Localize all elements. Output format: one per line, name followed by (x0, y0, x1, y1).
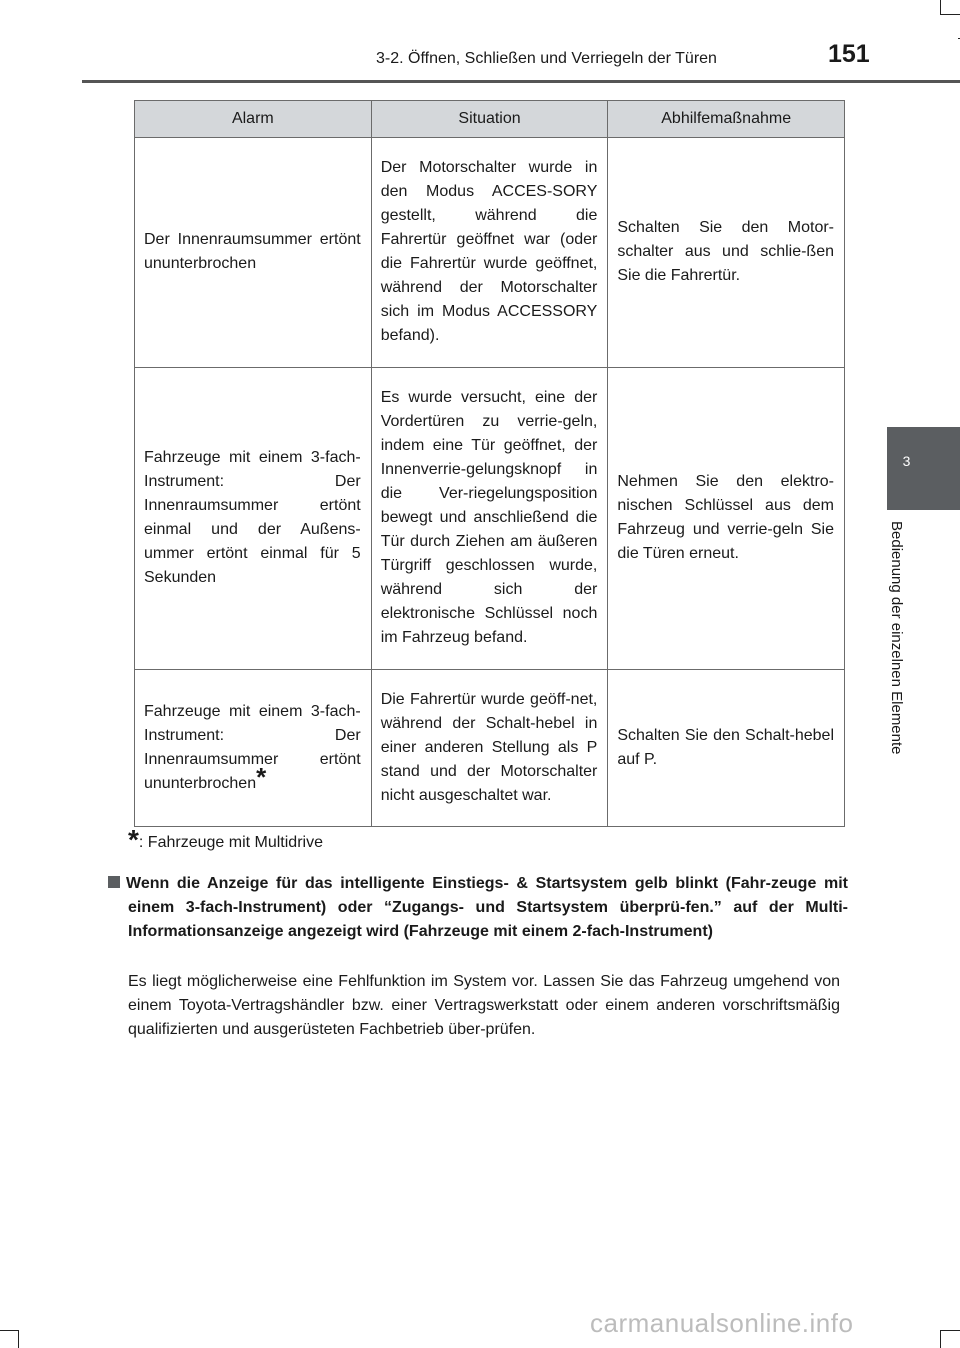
chapter-label-wrap (883, 510, 927, 800)
remedy-cell: Schalten Sie den Schalt-hebel auf P. (608, 670, 845, 827)
footnote (128, 824, 323, 855)
crop-mark (18, 1330, 19, 1348)
alarm-table (134, 100, 845, 827)
remedy-cell: Nehmen Sie den elektro-nischen Schlüssel aus dem Fahrzeug und verrie-geln Sie die Türen erneut. (608, 368, 845, 670)
page-number: 151 (828, 40, 870, 68)
chapter-number: 3 (902, 453, 911, 469)
crop-mark (940, 1330, 960, 1331)
section-title: 3-2. Öffnen, Schließen und Verriegeln der Türen (376, 50, 717, 67)
alarm-cell-text: Fahrzeuge mit einem 3-fach-Instrument: Der Innenraumsummer ertönt ununterbrochen (144, 702, 361, 792)
remedy-cell: Schalten Sie den Motor-schalter aus und schlie-ßen Sie die Fahrertür. (608, 138, 845, 368)
footnote-marker: * (128, 824, 139, 855)
footnote-text: : Fahrzeuge mit Multidrive (138, 834, 323, 851)
table-header-row (135, 101, 845, 138)
crop-mark (940, 14, 960, 15)
column-header-situation: Situation (371, 101, 608, 138)
column-header-alarm: Alarm (135, 101, 372, 138)
alarm-cell: Fahrzeuge mit einem 3-fach-Instrument: Der Innenraumsummer ertönt einmal und der Außens-ummer ertönt einmal für 5 Sekunden (135, 368, 372, 670)
chapter-tab (887, 427, 960, 510)
situation-cell: Es wurde versucht, eine der Vordertüren zu verrie-geln, indem eine Tür geöffnet, der Innenverrie-gelungsknopf in die Ver-riegelungsposition bewegt und anschließend die Tür durch Ziehen am äußeren Türgriff geschlossen wurde, während sich der elektronische Schlüssel noch im Fahrzeug befand. (371, 368, 608, 670)
header-divider (82, 80, 960, 83)
section-heading-text: Wenn die Anzeige für das intelligente Einstiegs- & Startsystem gelb blinkt (Fahr-zeuge mit einem 3-fach-Instrument) oder “Zugangs- und Startsystem überprü-fen.” auf der Multi-Informationsanzeige angezeigt wird (Fahrzeuge mit einem 2-fach-Instrument) (126, 875, 848, 940)
column-header-remedy: Abhilfemaßnahme (608, 101, 845, 138)
crop-mark (0, 1330, 18, 1331)
footnote-marker: * (256, 761, 267, 792)
watermark: carmanualsonline.info (590, 1308, 854, 1338)
table-row (135, 368, 845, 670)
table-row (135, 138, 845, 368)
crop-mark (940, 1330, 941, 1348)
bullet-square-icon (108, 876, 120, 888)
situation-cell: Die Fahrertür wurde geöff-net, während der Schalt-hebel in einer anderen Stellung als P stand und der Motorschalter nicht ausgeschaltet war. (371, 670, 608, 827)
situation-cell: Der Motorschalter wurde in den Modus ACCES-SORY gestellt, während die Fahrertür geöffnet war (oder die Fahrertür wurde geöffnet, während der Motorschalter sich im Modus ACCESSORY befand). (371, 138, 608, 368)
chapter-label: Bedienung der einzelnen Elemente (888, 521, 905, 755)
alarm-cell: Der Innenraumsummer ertönt ununterbrochen (135, 138, 372, 368)
table-row (135, 670, 845, 827)
crop-mark (940, 0, 941, 14)
section-heading (108, 872, 848, 944)
section-body: Es liegt möglicherweise eine Fehlfunktion im System vor. Lassen Sie das Fahrzeug umgehend von einem Toyota-Vertragshändler bzw. einer Vertragswerkstatt oder einem anderen vorschriftsmäßig qualifizierten und ausgerüsteten Fachbetrieb über-prüfen. (128, 973, 840, 1038)
alarm-cell (135, 670, 372, 827)
